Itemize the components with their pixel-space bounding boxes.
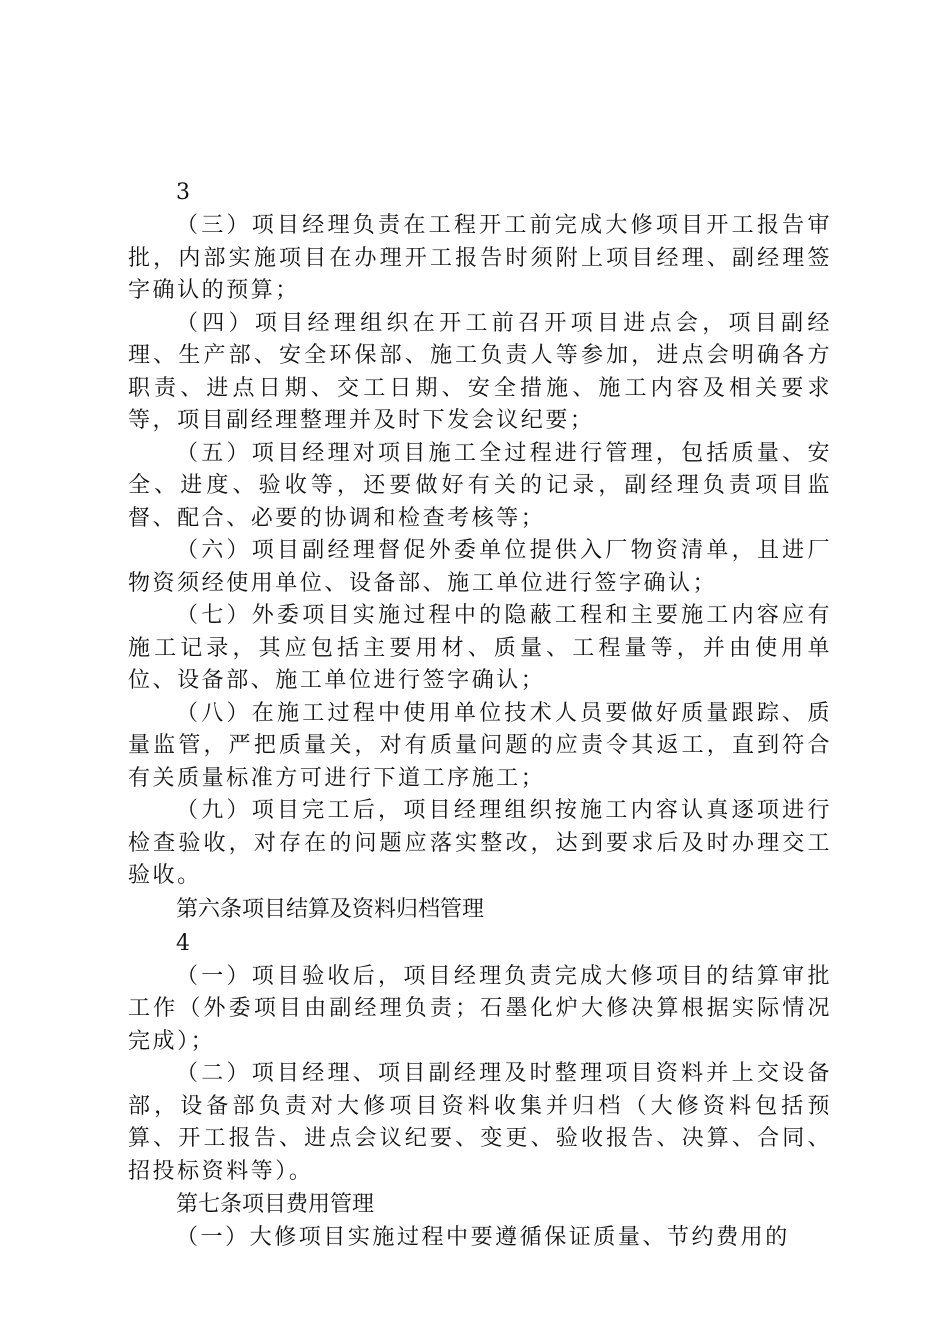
paragraph-item-3: （三）项目经理负责在工程开工前完成大修项目开工报告审批，内部实施项目在办理开工报告时须附上项目经理、副经理签字确认的预算；	[128, 213, 832, 303]
paragraph-item-1: （一）大修项目实施过程中要遵循保证质量、节约费用的	[176, 1225, 790, 1250]
paragraph-item-6: （六）项目副经理督促外委单位提供入厂物资清单，且进厂物资须经使用单位、设备部、施工单位进行签字确认；	[128, 538, 832, 596]
paragraph-item-2: （二）项目经理、项目副经理及时整理项目资料并上交设备部，设备部负责对大修项目资料收集并归档（大修资料包括预算、开工报告、进点会议纪要、变更、验收报告、决算、合同、招投标资料等）。	[128, 1061, 832, 1184]
page-marker: 3	[176, 180, 190, 205]
article-7-heading: 第七条项目费用管理	[176, 1192, 375, 1217]
paragraph-item-9: （九）项目完工后，项目经理组织按施工内容认真逐项进行检查验收，对存在的问题应落实整改，达到要求后及时办理交工验收。	[128, 798, 832, 888]
page-marker: 4	[176, 930, 190, 956]
document-body	[128, 176, 832, 1255]
paragraph-item-8: （八）在施工过程中使用单位技术人员要做好质量跟踪、质量监管，严把质量关，对有质量问题的应责令其返工，直到符合有关质量标准方可进行下道工序施工；	[128, 700, 832, 791]
paragraph-item-5: （五）项目经理对项目施工全过程进行管理，包括质量、安全、进度、验收等，还要做好有关的记录，副经理负责项目监督、配合、必要的协调和检查考核等；	[128, 440, 832, 531]
paragraph-item-1: （一）项目验收后，项目经理负责完成大修项目的结算审批工作（外委项目由副经理负责；石墨化炉大修决算根据实际情况完成）；	[128, 963, 832, 1054]
paragraph-item-7: （七）外委项目实施过程中的隐蔽工程和主要施工内容应有施工记录，其应包括主要用材、质量、工程量等，并由使用单位、设备部、施工单位进行签字确认；	[128, 603, 832, 693]
paragraph-item-4: （四）项目经理组织在开工前召开项目进点会，项目副经理、生产部、安全环保部、施工负责人等参加，进点会明确各方职责、进点日期、交工日期、安全措施、施工内容及相关要求等，项目副经理整理并及时下发会议纪要；	[128, 310, 832, 433]
article-6-heading: 第六条项目结算及资料归档管理	[176, 896, 485, 922]
